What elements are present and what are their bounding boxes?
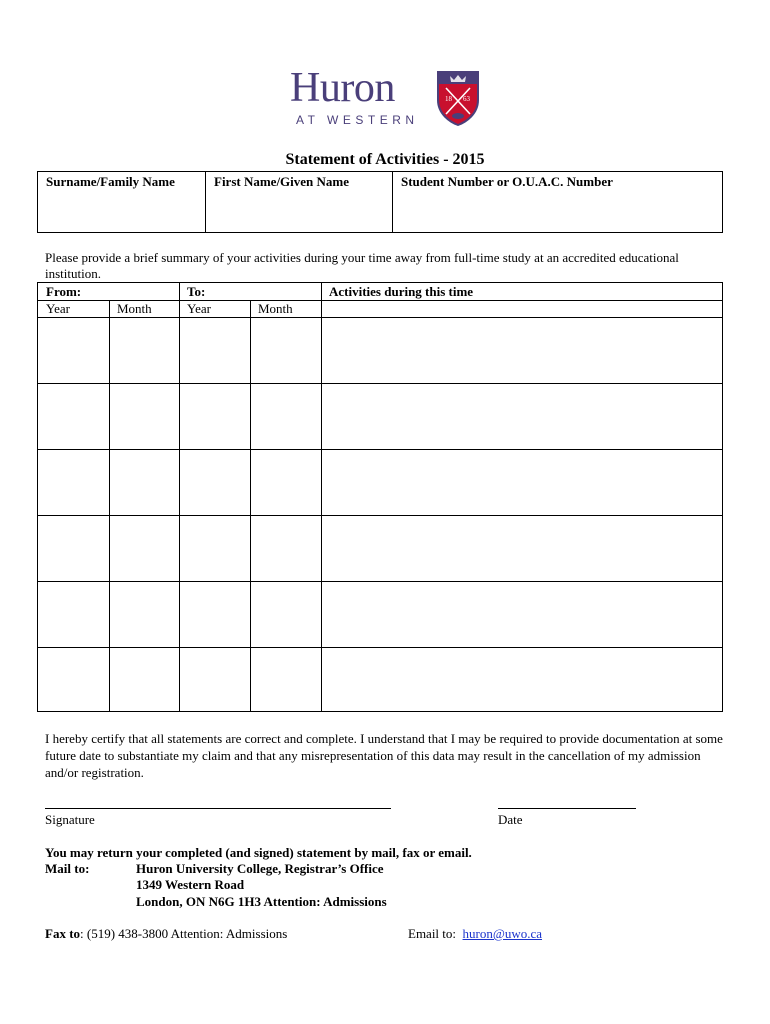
fax-value: : (519) 438-3800 Attention: Admissions xyxy=(80,926,288,941)
from-year-month-divider xyxy=(109,300,110,711)
first-name-field[interactable] xyxy=(206,172,393,232)
from-month-header: Month xyxy=(117,301,152,316)
shield-icon xyxy=(436,70,480,126)
student-number-label: Student Number or O.U.A.C. Number xyxy=(401,174,613,189)
to-header: To: xyxy=(187,284,206,299)
subheader-divider xyxy=(38,317,722,318)
surname-label: Surname/Family Name xyxy=(46,174,175,189)
signature-line[interactable] xyxy=(45,808,391,809)
email-label: Email to: xyxy=(408,926,463,941)
instructions-text: Please provide a brief summary of your activities during your time away from full-time study at an accredited educational institution. xyxy=(45,250,679,281)
date-label: Date xyxy=(498,812,523,827)
surname-field[interactable] xyxy=(38,172,206,232)
page-title: Statement of Activities - 2015 xyxy=(285,151,485,168)
shield-year-left: 18 xyxy=(445,95,452,103)
to-year-header: Year xyxy=(187,301,211,316)
logo-subtitle: AT WESTERN xyxy=(296,113,419,127)
row-divider xyxy=(38,449,722,450)
huron-logo xyxy=(290,65,490,128)
first-name-label: First Name/Given Name xyxy=(214,174,350,189)
certification-text: I hereby certify that all statements are correct and complete. I understand that I may be required to provide documentation at some future date to substantiate my claim and that any misrepresentation of this data may result in the cancellation of my admission and/or registration. xyxy=(45,731,723,780)
signature-label: Signature xyxy=(45,812,95,827)
from-year-header: Year xyxy=(46,301,70,316)
from-header: From: xyxy=(46,284,82,299)
shield-year-right: 63 xyxy=(463,95,470,103)
name-table xyxy=(37,171,723,233)
mail-address-line3: London, ON N6G 1H3 Attention: Admissions xyxy=(136,894,387,909)
row-divider xyxy=(38,581,722,582)
email-link[interactable]: huron@uwo.ca xyxy=(462,926,543,941)
return-instructions: You may return your completed (and signed) statement by mail, fax or email. xyxy=(45,845,472,860)
mail-to-label: Mail to: xyxy=(45,861,90,876)
row-divider xyxy=(38,515,722,516)
activities-header: Activities during this time xyxy=(329,284,474,299)
date-line[interactable] xyxy=(498,808,636,809)
mail-address-line2: 1349 Western Road xyxy=(136,877,245,892)
mail-address-line1: Huron University College, Registrar’s Office xyxy=(136,861,384,876)
row-divider xyxy=(38,647,722,648)
row-divider xyxy=(38,383,722,384)
email-line xyxy=(408,926,542,942)
fax-line xyxy=(45,926,287,942)
fax-label: Fax to xyxy=(45,926,81,941)
to-year-month-divider xyxy=(250,300,251,711)
student-number-field[interactable] xyxy=(393,172,722,232)
to-month-header: Month xyxy=(258,301,293,316)
logo-wordmark: Huron xyxy=(290,65,395,111)
activities-table xyxy=(37,282,723,712)
